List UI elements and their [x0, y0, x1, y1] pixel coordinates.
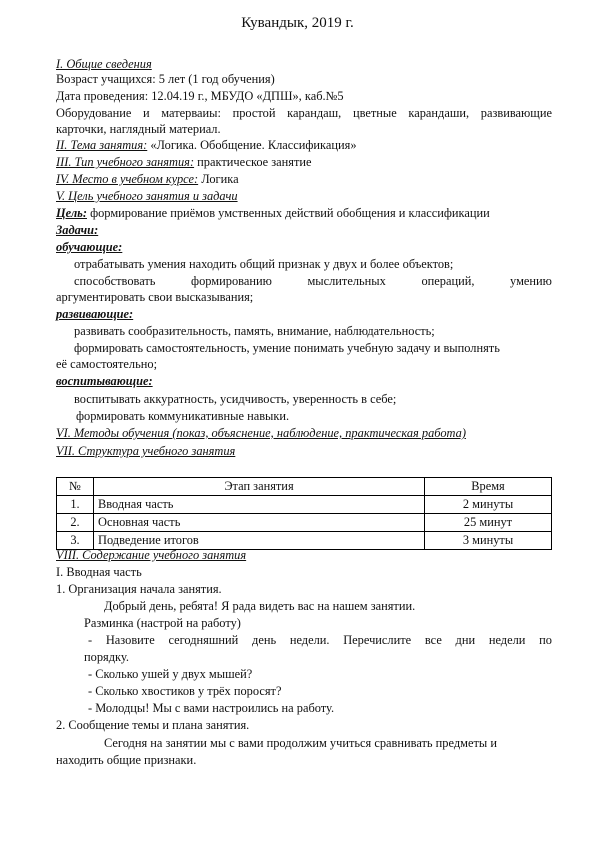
general-heading: I. Общие сведения	[56, 57, 152, 71]
item-2-line: 2. Сообщение темы и плана занятия.	[56, 718, 250, 732]
table-header-row	[57, 478, 552, 496]
word: Оборудование	[56, 106, 132, 120]
content-heading: VIII. Содержание учебного занятия	[56, 548, 247, 562]
table-row	[57, 496, 552, 514]
column-header-stage: Этап занятия	[94, 478, 425, 496]
type-line	[56, 155, 312, 170]
word: Назовите	[105, 633, 155, 647]
educating-heading: воспитывающие:	[56, 374, 153, 388]
part-1-heading: I. Вводная часть	[56, 565, 142, 579]
question-1-line	[88, 633, 552, 648]
greeting-line: Добрый день, ребята! Я рада видеть вас на нашем занятии.	[104, 599, 416, 613]
type-value: практическое занятие	[194, 155, 312, 169]
question-3-line: - Сколько хвостиков у трёх поросят?	[88, 684, 282, 698]
word: цветные	[352, 106, 397, 120]
word: все	[424, 633, 442, 647]
row-number: 1.	[57, 496, 94, 514]
educating-item-2: формировать коммуникативные навыки.	[76, 409, 290, 423]
date-line: Дата проведения: 12.04.19 г., МБУДО «ДПШ», каб.№5	[56, 89, 344, 103]
word: недели	[488, 633, 526, 647]
structure-table	[56, 477, 552, 550]
row-number: 3.	[57, 532, 94, 550]
row-time: 2 минуты	[425, 496, 552, 514]
place-label: IV. Место в учебном курсе:	[56, 172, 199, 186]
document-title: Кувандык, 2019 г.	[241, 15, 354, 31]
word: и	[143, 106, 150, 120]
equipment-line-2: карточки, наглядный материал.	[56, 122, 221, 136]
developing-heading: развивающие:	[56, 307, 134, 321]
tasks-heading: Задачи:	[56, 223, 99, 237]
word: простой	[232, 106, 276, 120]
word: карандаш,	[287, 106, 342, 120]
table-row	[57, 514, 552, 532]
word: сегодняшний	[168, 633, 239, 647]
paragraph-1-line: Сегодня на занятии мы с вами продолжим учиться сравнивать предметы и	[104, 736, 497, 750]
teaching-item-2	[74, 274, 552, 289]
educating-item-1: воспитывать аккуратность, усидчивость, уверенность в себе;	[74, 392, 397, 406]
goal-label: Цель:	[56, 206, 87, 220]
word: способствовать	[74, 274, 156, 288]
age-line: Возраст учащихся: 5 лет (1 год обучения)	[56, 72, 275, 86]
word: операций,	[421, 274, 475, 288]
row-number: 2.	[57, 514, 94, 532]
developing-item-2: формировать самостоятельность, умение понимать учебную задачу и выполнять	[74, 341, 500, 355]
topic-line	[56, 138, 357, 153]
word: день	[252, 633, 277, 647]
paragraph-1-cont: находить общие признаки.	[56, 753, 197, 767]
row-stage: Подведение итогов	[94, 532, 425, 550]
row-time: 25 минут	[425, 514, 552, 532]
goal-line	[56, 206, 490, 221]
row-stage: Основная часть	[94, 514, 425, 532]
question-1-cont: порядку.	[84, 650, 129, 664]
praise-line: - Молодцы! Мы с вами настроились на работу.	[88, 701, 335, 715]
word: недели.	[289, 633, 330, 647]
teaching-heading: обучающие:	[56, 240, 123, 254]
word: дни	[455, 633, 476, 647]
place-value: Логика	[198, 172, 239, 186]
developing-item-2-cont: её самостоятельно;	[56, 357, 158, 371]
row-stage: Вводная часть	[94, 496, 425, 514]
methods-line: VI. Методы обучения (показ, объяснение, наблюдение, практическая работа)	[56, 426, 466, 440]
word: Перечислите	[343, 633, 412, 647]
place-line	[56, 172, 239, 187]
word: карандаши,	[408, 106, 470, 120]
warmup-line: Разминка (настрой на работу)	[84, 616, 241, 630]
table-row	[57, 532, 552, 550]
column-header-time: Время	[425, 478, 552, 496]
word: умению	[510, 274, 552, 288]
teaching-item-1: отрабатывать умения находить общий признак у двух и более объектов;	[74, 257, 454, 271]
goal-value: формирование приёмов умственных действий обобщения и классификации	[86, 206, 490, 220]
equipment-line-1	[56, 106, 552, 121]
topic-label: II. Тема занятия:	[56, 138, 148, 152]
item-1-line: 1. Организация начала занятия.	[56, 582, 222, 596]
word: матерваиы:	[161, 106, 221, 120]
type-label: III. Тип учебного занятия:	[56, 155, 195, 169]
topic-value: «Логика. Обобщение. Классификация»	[147, 138, 357, 152]
word: по	[539, 633, 552, 647]
structure-heading: VII. Структура учебного занятия	[56, 444, 236, 458]
developing-item-1: развивать сообразительность, память, внимание, наблюдательность;	[74, 324, 435, 338]
question-2-line: - Сколько ушей у двух мышей?	[88, 667, 253, 681]
teaching-item-2-cont: аргументировать свои высказывания;	[56, 290, 254, 304]
row-time: 3 минуты	[425, 532, 552, 550]
word: развивающие	[480, 106, 552, 120]
word: -	[88, 633, 93, 647]
column-header-number: №	[57, 478, 94, 496]
word: формированию	[191, 274, 272, 288]
word: мыслительных	[307, 274, 386, 288]
goals-heading: V. Цель учебного занятия и задачи	[56, 189, 238, 203]
